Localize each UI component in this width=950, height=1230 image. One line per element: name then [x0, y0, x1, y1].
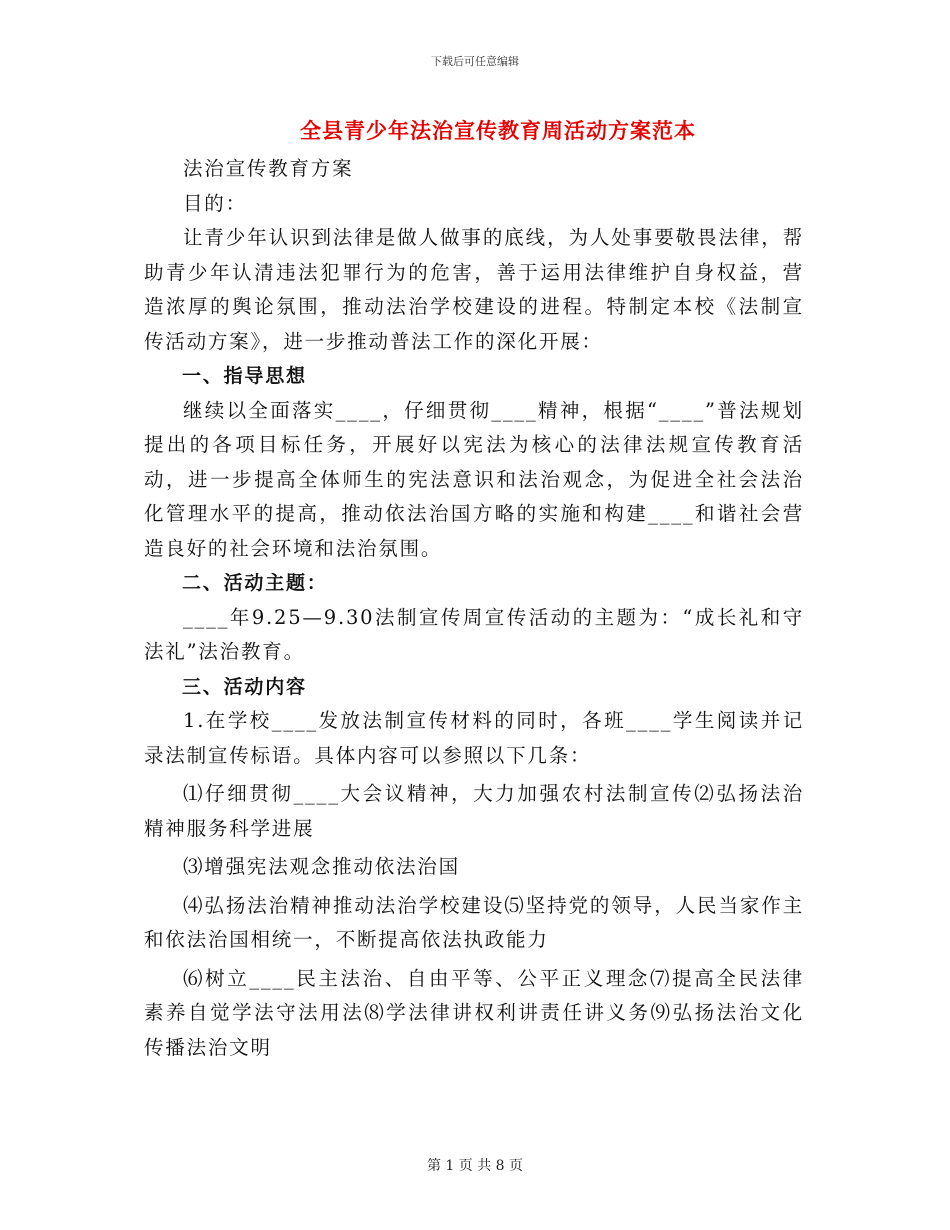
paragraph-purpose-text: 让青少年认识到法律是做人做事的底线，为人处事要敬畏法律，帮助青少年认清违法犯罪行为的危害，善于运用法律维护自身权益，营造浓厚的舆论氛围，推动法治学校建设的进程。特制定本校《法制宣传活动方案》，进一步推动普法工作的深化开展：	[144, 226, 804, 353]
list-item-slogans-4: ⑹树立____民主法治、自由平等、公平正义理念⑺提高全民法律素养自觉学法守法用法⑻学法律讲权利讲责任讲义务⑼弘扬法治文化传播法治文明	[144, 966, 804, 1059]
section-heading-activity-theme: 二、活动主题：	[182, 572, 328, 594]
document-body	[144, 152, 804, 1065]
paragraph-activity-content: 1.在学校____发放法制宣传材料的同时，各班____学生阅读并记录法制宣传标语。具体内容可以参照以下几条：	[144, 709, 804, 767]
list-item-slogans-2: ⑶增强宪法观念推动依法治国	[183, 855, 460, 878]
document-title: 全县青少年法治宣传教育周活动方案范本	[300, 118, 696, 143]
paragraph-scheme-label: 法治宣传教育方案	[183, 157, 354, 180]
page-number: 第 1 页 共 8 页	[426, 1158, 524, 1174]
list-item-slogans-1: ⑴仔细贯彻____大会议精神，大力加强农村法制宣传⑵弘扬法治精神服务科学进展	[144, 782, 804, 840]
paragraph-guiding-thought: 继续以全面落实____，仔细贯彻____精神，根据“____”普法规划提出的各项目标任务，开展好以宪法为核心的法律法规宣传教育活动，进一步提高全体师生的宪法意识和法治观念，为促进全社会法治化管理水平的提高，推动依法治国方略的实施和构建____和谐社会营造良好的社会环境和法治氛围。	[144, 398, 804, 560]
section-heading-guiding-thought: 一、指导思想	[182, 365, 307, 387]
paragraph-purpose-label: 目的：	[183, 191, 247, 215]
header-note: 下载后可任意编辑	[431, 55, 519, 68]
section-heading-activity-content: 三、活动内容	[182, 675, 307, 698]
paragraph-activity-theme: ____年9.25—9.30法制宣传周宣传活动的主题为：“成长礼和守法礼”法治教育。	[144, 605, 804, 663]
list-item-slogans-3: ⑷弘扬法治精神推动法治学校建设⑸坚持党的领导，人民当家作主和依法治国相统一，不断提高依法执政能力	[144, 893, 804, 951]
